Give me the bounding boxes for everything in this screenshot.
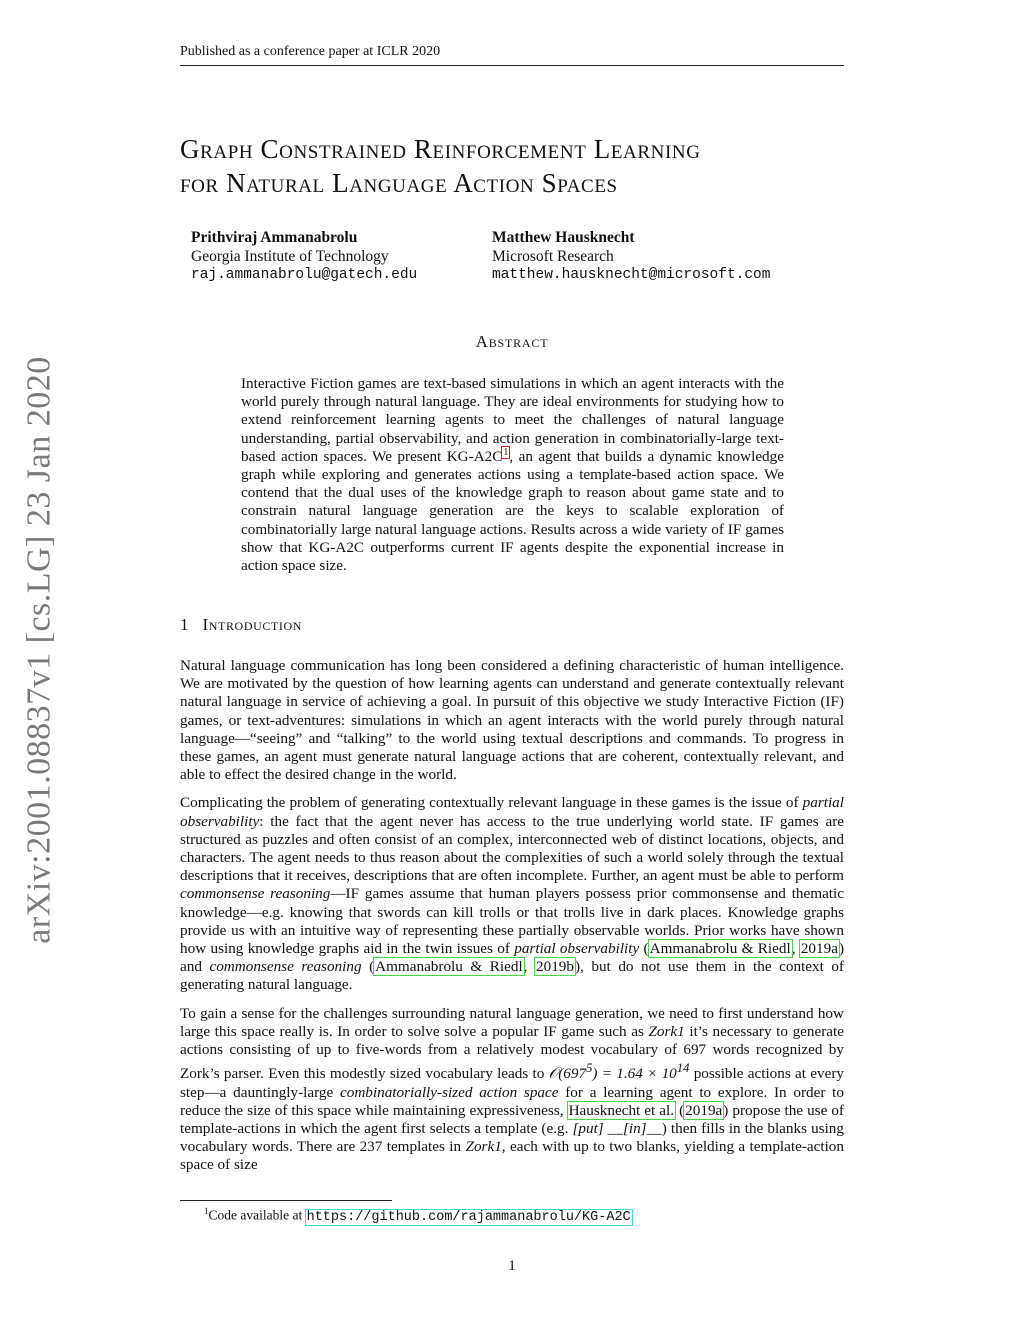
paper-title-line-1: Graph Constrained Reinforcement Learning xyxy=(180,134,701,164)
footnote-text: Code available at xyxy=(208,1207,306,1223)
page-number: 1 xyxy=(508,1258,516,1274)
introduction-body xyxy=(180,657,844,1185)
author-block-ammanabrolu xyxy=(191,228,417,285)
text-run: , xyxy=(791,940,800,958)
text-run: ), but do not use them in the context of generating natural language. xyxy=(180,958,844,994)
footnote-reference-link[interactable]: 1 xyxy=(503,446,509,458)
text-run: possible actions at every step—a dauntingly-large xyxy=(180,1065,844,1101)
code-repository-link[interactable]: https://github.com/rajammanabrolu/KG-A2C xyxy=(306,1209,631,1225)
author-name: Prithviraj Ammanabrolu xyxy=(191,229,358,246)
author-name: Matthew Hausknecht xyxy=(492,229,635,246)
arxiv-identifier-stamp xyxy=(20,356,60,944)
citation-link-hausknecht-year[interactable]: 2019a xyxy=(685,1101,723,1119)
citation-link-hausknecht-authors[interactable]: Hausknecht et al. xyxy=(568,1101,675,1119)
citation-link-ammanabrolu-riedl-authors[interactable]: Ammanabrolu & Riedl xyxy=(649,940,791,958)
abstract-text-part-1: Interactive Fiction games are text-based simulations in which an agent interacts with the world purely through natural language. They are ideal environments for studying how to extend reinforcement learning agents to meet the challenges of natural language understanding, partial observability, and action generation in combinatorially-large text-based action spaces. We present KG-A2C xyxy=(241,375,784,465)
text-run: , xyxy=(523,958,536,976)
game-name-zork: Zork1 xyxy=(648,1022,685,1040)
intro-paragraph-2 xyxy=(180,794,844,994)
text-run: ( xyxy=(361,958,375,976)
footnote xyxy=(204,1206,632,1225)
paper-title-line-2: for Natural Language Action Spaces xyxy=(180,168,618,198)
citation-link-ammanabrolu-riedl-authors-b[interactable]: Ammanabrolu & Riedl xyxy=(375,958,523,976)
section-heading-introduction xyxy=(180,615,302,635)
footnote-divider xyxy=(180,1200,392,1201)
paper-title xyxy=(180,132,860,200)
citation-link-2019a-year[interactable]: 2019a xyxy=(800,940,838,958)
text-run: ) then fills in the blanks using vocabulary words. There are 237 templates in xyxy=(180,1119,844,1156)
section-number: 1 xyxy=(180,615,189,634)
emphasis-partial-observability: partial observability xyxy=(514,940,640,958)
text-run: it’s necessary to generate actions consisting of up to five-words from a relatively modest vocabulary of 697 words recognized by Zork’s parser. Even this modestly sized vocabulary leads to xyxy=(180,1022,844,1083)
math-exponent: 5 xyxy=(586,1061,593,1076)
emphasis-commonsense-reasoning: commonsense reasoning xyxy=(209,958,362,976)
text-run: ) and xyxy=(180,940,845,976)
citation-link-2019b-year[interactable]: 2019b xyxy=(536,958,574,976)
author-email[interactable]: matthew.hausknecht@microsoft.com xyxy=(492,267,771,283)
template-example: [put] __[in]__ xyxy=(572,1119,662,1137)
math-exponent: 14 xyxy=(676,1061,690,1076)
text-run: : the fact that the agent never has access to the true underlying world state. IF games are structured as puzzles and often consist of an complex, interconnected web of distinct locations, objects, and characters. The agent needs to thus reason about the complexities of such a world solely through the textual descriptions that it receives, descriptions that are often incomplete. Further, an agent must be able to perform xyxy=(180,812,844,885)
game-name-zork: Zork1 xyxy=(465,1138,502,1156)
text-run: Complicating the problem of generating contextually relevant language in these games is the issue of xyxy=(180,794,803,812)
emphasis-partial-observability: partial observability xyxy=(180,794,844,830)
text-run: ( xyxy=(639,940,649,958)
text-run: ) propose the use of template-actions in which the agent first selects a template (e.g. xyxy=(180,1101,844,1137)
author-affiliation: Georgia Institute of Technology xyxy=(191,248,389,265)
math-expression xyxy=(548,1061,690,1083)
text-run: —IF games assume that human players possess prior commonsense and thematic knowledge—e.g. knowing that swords can kill trolls or that trolls live in dark places. Knowledge graphs provide us with an intuitive way of representing these partially observable worlds. Prior works have shown how using knowledge graphs aid in the twin issues of xyxy=(180,885,844,958)
text-run: for a learning agent to explore. In order to reduce the size of this space while maintaining expressiveness, xyxy=(180,1083,844,1119)
text-run: , each with up to two blanks, yielding a template-action space of size xyxy=(180,1138,844,1174)
running-header: Published as a conference paper at ICLR 2020 xyxy=(180,44,844,66)
author-email[interactable]: raj.ammanabrolu@gatech.edu xyxy=(191,267,418,283)
author-affiliation: Microsoft Research xyxy=(492,248,614,265)
intro-paragraph-1: Natural language communication has long been considered a defining characteristic of human intelligence. We are motivated by the question of how learning agents can understand and generate contextually relevant natural language in service of achieving a goal. In pursuit of this objective we study Interactive Fiction (IF) games, or text-adventures: simulations in which an agent interacts with the world purely through natural language—“seeing” and “talking” to the world using textual descriptions and commands. To progress in these games, an agent must generate natural language actions that are coherent, contextually relevant, and able to effect the desired change in the world. xyxy=(180,657,844,784)
abstract-heading: Abstract xyxy=(475,332,549,351)
intro-paragraph-3 xyxy=(180,1005,844,1175)
section-title: Introduction xyxy=(202,615,303,634)
emphasis-commonsense-reasoning: commonsense reasoning xyxy=(180,885,331,903)
abstract-body xyxy=(241,375,784,575)
text-run: To gain a sense for the challenges surrounding natural language generation, we need to first understand how large this space really is. In order to solve solve a popular IF game such as xyxy=(180,1004,844,1040)
abstract-text-part-2: , an agent that builds a dynamic knowledge graph while exploring and generates actions using a template-based action space. We contend that the dual uses of the knowledge graph to reason about game state and to constrain natural language generation are the keys to scalable exploration of combinatorially large natural language actions. Results across a wide variety of IF games show that KG-A2C outperforms current IF agents despite the exponential increase in action space size. xyxy=(241,447,784,575)
footnote-mark: 1 xyxy=(204,1206,209,1216)
math-part: 𝒪(697 xyxy=(548,1065,587,1083)
author-block-hausknecht xyxy=(492,228,770,285)
emphasis-action-space: combinatorially-sized action space xyxy=(340,1083,559,1101)
arxiv-identifier-text: arXiv:2001.08837v1 [cs.LG] 23 Jan 2020 xyxy=(21,356,59,944)
text-run: ( xyxy=(675,1101,685,1119)
math-part: ) = 1.64 × 10 xyxy=(592,1065,677,1083)
